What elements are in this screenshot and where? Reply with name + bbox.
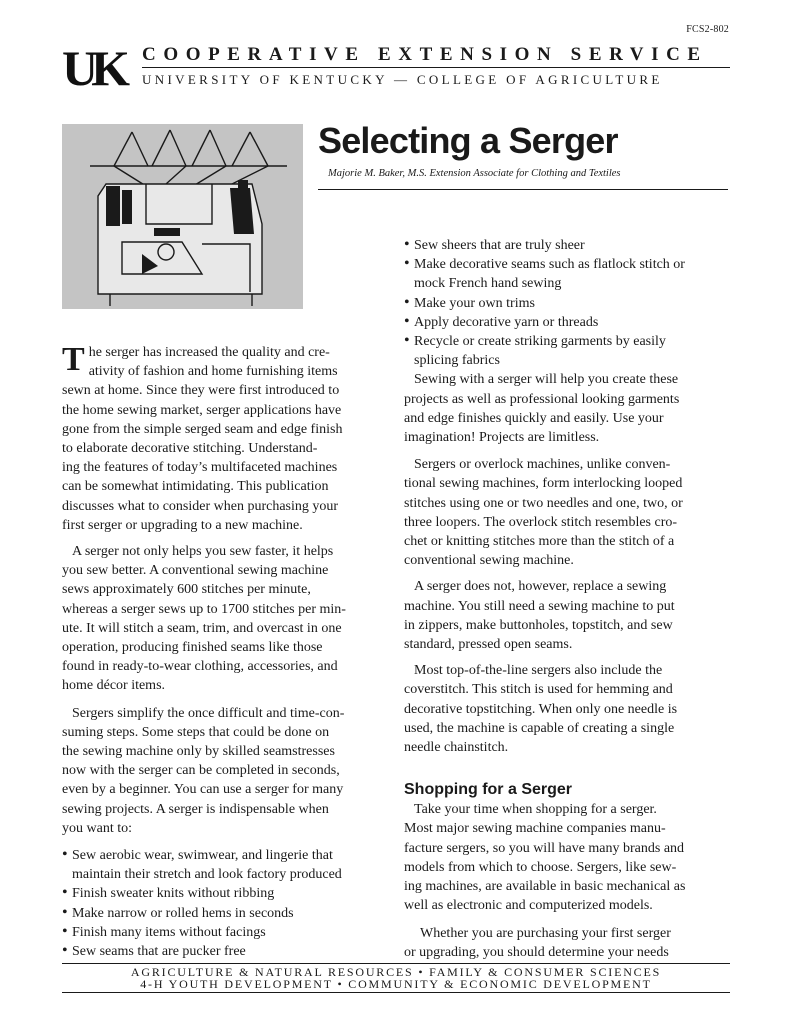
left-column [62, 343, 387, 961]
text-line: Sewing with a serger will help you create these [414, 372, 679, 388]
serger-illustration [62, 124, 303, 309]
text-line: Sergers simplify the once difficult and time-con- [72, 705, 345, 721]
list-item [62, 904, 387, 923]
footer-divider [62, 963, 730, 964]
text-line: facture sergers, so you will have many brands and [404, 840, 685, 856]
text-line: stitches using one or two needles and one, two, or [404, 495, 683, 511]
text-line: Most top-of-the-line sergers also include the [414, 663, 663, 679]
list-item [62, 846, 387, 884]
text-line: even by a beginner. You can use a serger for many [62, 782, 344, 798]
text-line: imagination! Projects are limitless. [404, 430, 600, 446]
text-line: sewn at home. Since they were first introduced to [62, 383, 340, 399]
text-line: Whether you are purchasing your first serger [420, 925, 671, 941]
text-line: well as electronic and computerized models. [404, 898, 653, 914]
text-line: • Sew aerobic wear, swimwear, and lingerie that [72, 848, 333, 864]
text-line: A serger not only helps you sew faster, it helps [72, 544, 334, 560]
text-line: you sew better. A conventional sewing machine [62, 563, 329, 579]
text-line: machine. You still need a sewing machine to put [404, 598, 675, 614]
paragraph-needs [404, 924, 730, 962]
text-line: • Make narrow or rolled hems in seconds [72, 905, 294, 921]
text-line: operation, producing finished seams like those [62, 640, 323, 656]
text-line: gone from the simple serged seam and edge finish [62, 421, 343, 437]
text-line: models from which to choose. Sergers, like sew- [404, 859, 677, 875]
text-line: Take your time when shopping for a serger. [414, 802, 657, 818]
footer-line: 4-H YOUTH DEVELOPMENT • COMMUNITY & ECONOMIC DEVELOPMENT [140, 977, 652, 991]
text-line: used, the machine is capable of creating a single [404, 720, 675, 736]
list-item [62, 884, 387, 903]
footer [62, 966, 730, 990]
bullet-list [404, 236, 730, 370]
paragraph-overlock [404, 455, 730, 570]
list-item [404, 313, 730, 332]
text-line: you want to: [62, 820, 132, 836]
text-line: home décor items. [62, 678, 166, 694]
paragraph-projects [404, 370, 730, 447]
text-line: • Finish many items without facings [72, 924, 266, 940]
list-item [62, 923, 387, 942]
text-line: needle chainstitch. [404, 740, 509, 756]
text-line: • Make decorative seams such as flatlock stitch or [414, 257, 685, 273]
text-line: chet or knitting stitches more than the stitch of a [404, 534, 675, 550]
list-item [404, 255, 730, 293]
text-line: and edge finishes quickly and easily. Use your [404, 410, 664, 426]
paragraph-replace [404, 577, 730, 654]
text-line: ing machines, are available in basic mechanical as [404, 879, 686, 895]
author-line: Majorie M. Baker, M.S. Extension Associate for Clothing and Textiles [328, 168, 621, 179]
document-code: FCS2-802 [686, 24, 729, 35]
text-line: sewing projects. A serger is indispensable when [62, 801, 329, 817]
text-line: can be somewhat intimidating. This publication [62, 479, 329, 495]
header-title: COOPERATIVE EXTENSION SERVICE [142, 44, 708, 65]
paragraph-simplify [62, 704, 387, 838]
text-line: decorative topstitching. When only one needle is [404, 701, 678, 717]
text-line: • Sew sheers that are truly sheer [414, 238, 585, 253]
paragraph-coverstitch [404, 661, 730, 757]
text-line: found in ready-to-wear clothing, accessories, and [62, 659, 338, 675]
footer-divider [62, 992, 730, 993]
text-line: discusses what to consider when purchasing your [62, 498, 339, 514]
paragraph-shopping [404, 800, 730, 915]
text-line: standard, pressed open seams. [404, 637, 573, 653]
text-line: ute. It will stitch a seam, trim, and overcast in one [62, 620, 342, 636]
paragraph-speed [62, 542, 387, 696]
text-line: • Apply decorative yarn or threads [414, 314, 599, 330]
text-line: in zippers, make buttonholes, topstitch, and sew [404, 617, 673, 633]
text-line: to elaborate decorative stitching. Understand- [62, 441, 318, 457]
text-line: coverstitch. This stitch is used for hemming and [404, 682, 673, 698]
footer-line: AGRICULTURE & NATURAL RESOURCES • FAMILY & CONSUMER SCIENCES [130, 965, 662, 979]
text-line: or upgrading, you should determine your needs [404, 944, 669, 960]
text-line: maintain their stretch and look factory produced [72, 867, 342, 883]
text-line: ing the features of today’s multifaceted machines [62, 460, 338, 476]
text-line: he serger has increased the quality and cre- [88, 345, 330, 360]
section-heading: Shopping for a Serger [404, 781, 573, 799]
list-item [404, 332, 730, 370]
header-divider [142, 67, 730, 68]
title-divider [318, 189, 728, 190]
text-line: • Finish sweater knits without ribbing [72, 886, 275, 902]
text-line: A serger does not, however, replace a sewing [414, 579, 667, 595]
text-line: • Sew seams that are pucker free [72, 944, 246, 960]
header-subtitle: UNIVERSITY OF KENTUCKY — COLLEGE OF AGRICULTURE [142, 72, 663, 87]
text-line: sews approximately 600 stitches per minute, [62, 582, 311, 598]
text-line: now with the serger can be completed in seconds, [62, 763, 340, 779]
drop-cap: T [62, 341, 85, 378]
intro-paragraph [62, 343, 387, 535]
text-line: suming steps. Some steps that could be done on [62, 724, 330, 740]
document-title: Selecting a Serger [318, 120, 618, 161]
right-column [404, 236, 730, 962]
text-line: • Make your own trims [414, 295, 535, 311]
text-line: Sergers or overlock machines, unlike conven- [414, 457, 671, 473]
text-line: ativity of fashion and home furnishing items [88, 364, 338, 380]
uk-logo-text: UK [62, 44, 123, 92]
list-item [404, 294, 730, 313]
uk-logo [62, 44, 134, 92]
text-line: the home sewing market, serger applications have [62, 402, 342, 418]
text-line: • Recycle or create striking garments by easily [414, 334, 666, 350]
text-line: mock French hand sewing [414, 276, 562, 292]
text-line: projects as well as professional looking garments [404, 391, 680, 407]
text-line: whereas a serger sews up to 1700 stitches per min- [62, 601, 346, 617]
text-line: first serger or upgrading to a new machine. [62, 517, 303, 533]
list-item [62, 942, 387, 961]
text-line: Most major sewing machine companies manu- [404, 821, 666, 837]
bullet-list [62, 846, 387, 961]
list-item [404, 236, 730, 255]
text-line: conventional sewing machine. [404, 553, 574, 569]
text-line: the sewing machine only by skilled seamstresses [62, 744, 335, 760]
text-line: splicing fabrics [414, 353, 500, 369]
text-line: three loopers. The overlock stitch resembles cro- [404, 514, 678, 530]
text-line: tional sewing machines, form interlocking looped [404, 476, 683, 492]
